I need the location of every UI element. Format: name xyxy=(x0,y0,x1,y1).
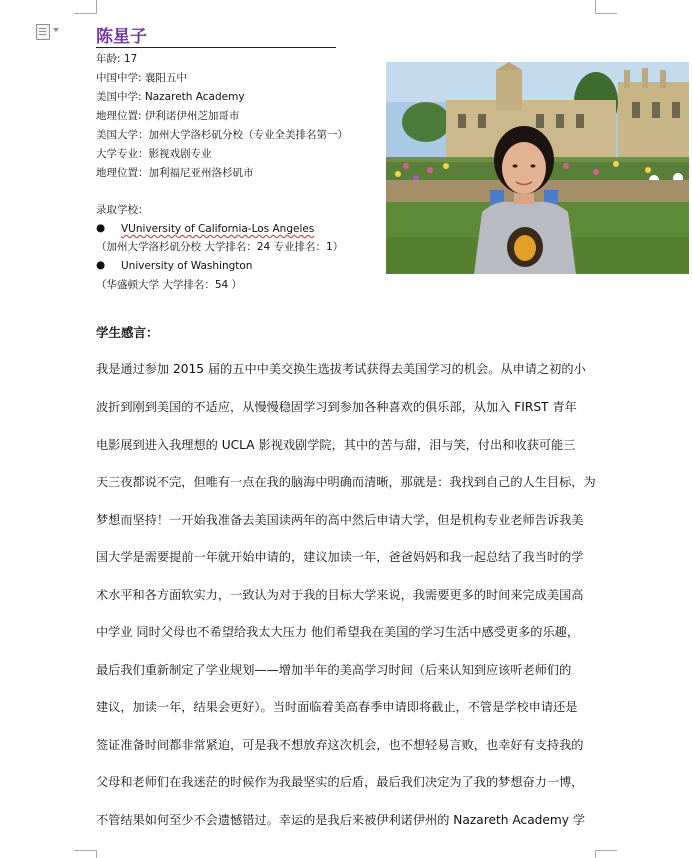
statement-line: 建议，加读一年，结果会更好）。当时面临着美高春季申请即将截止，不管是学校申请还是 xyxy=(96,700,578,714)
statement-line: 最后我们重新制定了学业规划——增加半年的美高学习时间（后来认知到应该听老师们的 xyxy=(96,663,572,677)
crop-mark-bottom-left-v xyxy=(96,850,97,858)
crop-mark-top-right-v xyxy=(595,0,596,14)
admitted-school-detail: （华盛顿大学 大学排名：54 ） xyxy=(96,279,243,291)
student-name: 陈星子 xyxy=(96,27,147,47)
chevron-down-icon[interactable] xyxy=(53,28,59,32)
crop-mark-top-left-h xyxy=(74,13,96,14)
statement-line: 国大学是需要提前一年就开始申请的，建议加读一年，爸爸妈妈和我一起总结了我当时的学 xyxy=(96,550,584,564)
admitted-school-detail: （加州大学洛杉矶分校 大学排名：24 专业排名：1） xyxy=(96,241,344,253)
statement-line: 父母和老师们在我迷茫的时候作为我最坚实的后盾，最后我们决定为了我的梦想奋力一博， xyxy=(96,775,584,789)
statement-line: 电影展到进入我理想的 UCLA 影视戏剧学院，其中的苦与甜，泪与笑，付出和收获可能三 xyxy=(96,438,576,452)
admissions-heading: 录取学校： xyxy=(96,204,149,216)
admitted-school-name: VUniversity of California-Los Angeles xyxy=(121,223,315,235)
student-photo xyxy=(386,62,689,274)
crop-mark-bottom-left-h xyxy=(74,850,96,851)
bullet-icon: ● xyxy=(96,222,106,234)
name-underline xyxy=(96,47,336,48)
statement-heading: 学生感言： xyxy=(96,325,159,340)
statement-line: 中学业 同时父母也不希望给我太大压力 他们希望我在美国的学习生活中感受更多的乐趣， xyxy=(96,625,580,639)
statement-line: 波折到刚到美国的不适应，从慢慢稳固学习到参加各种喜欢的俱乐部，从加入 FIRST 青年 xyxy=(96,400,577,414)
china-school-line: 中国中学: 襄阳五中 xyxy=(96,72,187,84)
statement-line: 签证准备时间都非常紧迫，可是我不想放弃这次机会，也不想轻易言败，也幸好有支持我的 xyxy=(96,738,584,752)
crop-mark-top-left-v xyxy=(96,0,97,14)
admitted-school-name: University of Washington xyxy=(121,260,253,272)
university-location-line: 地理位置：加利福尼亚州洛杉矶市 xyxy=(96,167,254,179)
crop-mark-bottom-right-h xyxy=(595,850,617,851)
university-line: 美国大学：加州大学洛杉矶分校（专业全美排名第一） xyxy=(96,129,348,141)
statement-line: 梦想而坚持！一开始我准备去美国读两年的高中然后申请大学，但是机构专业老师告诉我美 xyxy=(96,513,584,527)
us-school-line: 美国中学: Nazareth Academy xyxy=(96,91,245,103)
bullet-icon: ● xyxy=(96,259,106,271)
statement-line: 术水平和各方面软实力，一致认为对于我的目标大学来说，我需要更多的时间来完成美国高 xyxy=(96,588,584,602)
crop-mark-bottom-right-v xyxy=(595,850,596,858)
age-line: 年龄: 17 xyxy=(96,53,138,65)
document-icon[interactable] xyxy=(36,24,50,40)
statement-line: 天三夜都说不完，但唯有一点在我的脑海中明确而清晰，那就是：我找到自己的人生目标，为 xyxy=(96,475,596,489)
statement-line: 我是通过参加 2015 届的五中中美交换生选拔考试获得去美国学习的机会。从申请之初的小 xyxy=(96,362,586,376)
statement-line: 不管结果如何至少不会遗憾错过。幸运的是我后来被伊利诺伊州的 Nazareth Academy 学 xyxy=(96,813,586,827)
major-line: 大学专业：影视戏剧专业 xyxy=(96,148,212,160)
us-school-location-line: 地理位置: 伊利诺伊州芝加哥市 xyxy=(96,110,240,122)
crop-mark-top-right-h xyxy=(595,13,617,14)
